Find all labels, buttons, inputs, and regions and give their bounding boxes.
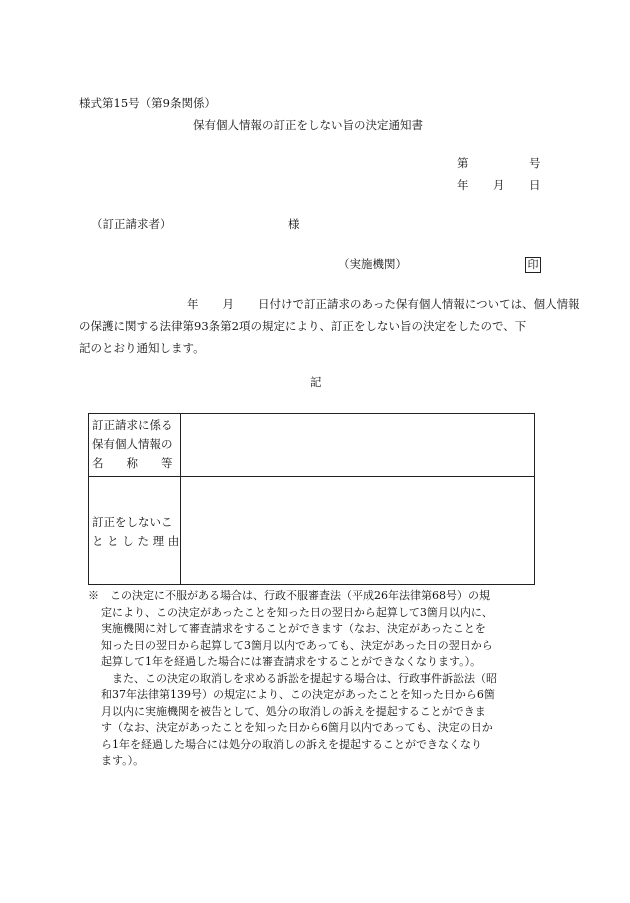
body-line-1: [79, 293, 580, 315]
note-line: 知った日の翌日から起算して3箇月以内であっても、決定があった日の翌日から: [101, 638, 493, 652]
table-row-info-name: [89, 414, 534, 477]
recipient-label: （訂正請求者）: [91, 217, 172, 231]
body-line-2: の保護に関する法律第93条第2項の規定により、訂正をしない旨の決定をしたので、下: [79, 319, 527, 333]
document-title: 保有個人情報の訂正をしない旨の決定通知書: [193, 118, 423, 132]
info-name-label: [92, 416, 179, 473]
document-number-go: 号: [529, 156, 541, 170]
note-line: ます。）。: [101, 754, 145, 767]
note-line: 和37年法律第139号）の規定により、この決定があったことを知った日から6箇: [101, 688, 495, 701]
body-line-1-rest: 日付けで訂正請求のあった保有個人情報については、個人情報: [258, 297, 580, 311]
note-line: 実施機関に対して審査請求をすることができます（なお、決定があったことを: [101, 622, 486, 635]
note-line: 定により、この決定があったことを知った日の翌日から起算して3箇月以内に、: [101, 605, 493, 619]
agency-label: （実施機関）: [338, 257, 407, 271]
note-line: す（なお、決定があったことを知った日から6箇月以内であっても、決定の日か: [101, 721, 493, 734]
note-line: ※ この決定に不服がある場合は、行政不服審査法（平成26年法律第68号）の規: [88, 589, 490, 602]
table-row-reason: [89, 476, 534, 584]
info-name-label-line: 保有個人情報の: [92, 437, 173, 451]
reason-label-line: と と し た 理 由: [92, 534, 180, 548]
date-year: 年: [457, 178, 469, 192]
body-line-3: 記のとおり通知します。: [79, 341, 205, 355]
info-name-label-line: 名 称 等: [92, 456, 173, 470]
seal-mark: 印: [525, 257, 541, 273]
note-line: 起算して1年を経過した場合には審査請求をすることができなくなります。）。: [101, 655, 482, 668]
notice-body: [79, 293, 580, 359]
document-number-dai: 第: [457, 156, 469, 170]
form-number: 様式第15号（第9条関係）: [79, 96, 216, 110]
note-line: 月以内に実施機関を被告として、処分の取消しの訴えを提起することができま: [101, 704, 486, 718]
body-month: 月: [222, 297, 234, 311]
body-year: 年: [187, 297, 199, 311]
date-day: 日: [529, 178, 541, 192]
info-name-label-line: 訂正請求に係る: [92, 418, 173, 432]
ki-heading: 記: [310, 375, 322, 389]
note-mark: ※: [88, 589, 99, 602]
appeal-note: [88, 588, 538, 770]
reason-label-line: 訂正をしないこ: [92, 515, 173, 529]
date-month: 月: [493, 178, 505, 192]
reason-label: [92, 513, 179, 551]
note-line: ら1年を経過した場合には処分の取消しの訴えを提起することができなくなり: [101, 737, 482, 751]
note-line: また、この決定の取消しを求める訴訟を提起する場合は、行政事件訴訟法（昭: [112, 671, 497, 685]
notice-table: [88, 413, 535, 585]
recipient-honorific: 様: [288, 217, 300, 231]
